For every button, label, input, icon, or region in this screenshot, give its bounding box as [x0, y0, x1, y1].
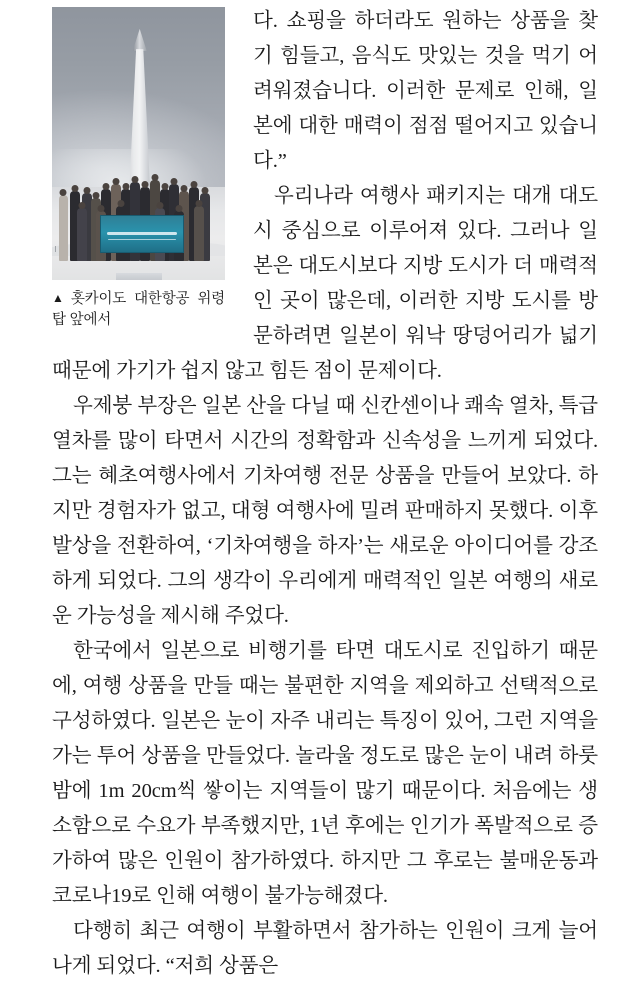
banner-text-line [107, 232, 177, 235]
paragraph-5: 다행히 최근 여행이 부활하면서 참가하는 인원이 크게 늘어나게 되었다. “저희 상품은 [52, 920, 598, 977]
photo-hokkaido-memorial [52, 7, 225, 280]
memorial-tower-base [116, 273, 162, 280]
caption-triangle-icon: ▲ [52, 291, 68, 305]
person-figure [59, 195, 68, 261]
paragraph-1: 다. 쇼핑을 하더라도 원하는 상품을 찾기 힘들고, 음식도 맛있는 것을 먹기 어려워졌습니다. 이러한 문제로 인해, 일본에 대한 매력이 점점 떨어지고 있습니다.” [253, 10, 598, 172]
person-figure [77, 208, 87, 260]
memorial-tower-tip [133, 29, 147, 51]
group-banner [100, 215, 183, 252]
paragraph-2: 우리나라 여행사 패키지는 대개 대도시 중심으로 이루어져 있다. 그러나 일본은 대도시보다 지방 도시가 더 매력적인 곳이 많은데, 이러한 지방 도시를 방문하려면 일본이 워낙 땅덩어리가 넓기 때문에 가기가 쉽지 않고 힘든 점이 문제이다. [52, 185, 598, 382]
figure-caption [52, 288, 225, 331]
paragraph-4: 한국에서 일본으로 비행기를 타면 대도시로 진입하기 때문에, 여행 상품을 만들 때는 불편한 지역을 제외하고 선택적으로 구성하였다. 일본은 눈이 자주 내리는 특징이 있어, 그런 지역을 가는 투어 상품을 만들었다. 놀라울 정도로 많은 눈이 내려 하룻밤에 1m 20cm씩 쌓이는 지역들이 많기 때문이다. 처음에는 생소함으로 수요가 부족했지만, 1년 후에는 인기가 폭발적으로 증가하여 많은 인원이 참가하였다. 하지만 그 후로는 불매운동과 코로나19로 인해 여행이 불가능해졌다. [52, 640, 598, 907]
text-column [52, 4, 598, 984]
figure-photo-block [52, 7, 225, 331]
person-figure [194, 206, 204, 261]
paragraph-3: 우제붕 부장은 일본 산을 다닐 때 신칸센이나 쾌속 열차, 특급 열차를 많이 타면서 시간의 정확함과 신속성을 느끼게 되었다. 그는 혜초여행사에서 기차여행 전문 상품을 만들어 보았다. 하지만 경험자가 없고, 대형 여행사에 밀려 판매하지 못했다. 이후 발상을 전환하여, ‘기차여행을 하자’는 새로운 아이디어를 강조하게 되었다. 그의 생각이 우리에게 매력적인 일본 여행의 새로운 가능성을 제시해 주었다. [52, 395, 598, 627]
caption-text: 홋카이도 대한항공 위령탑 앞에서 [52, 291, 225, 328]
